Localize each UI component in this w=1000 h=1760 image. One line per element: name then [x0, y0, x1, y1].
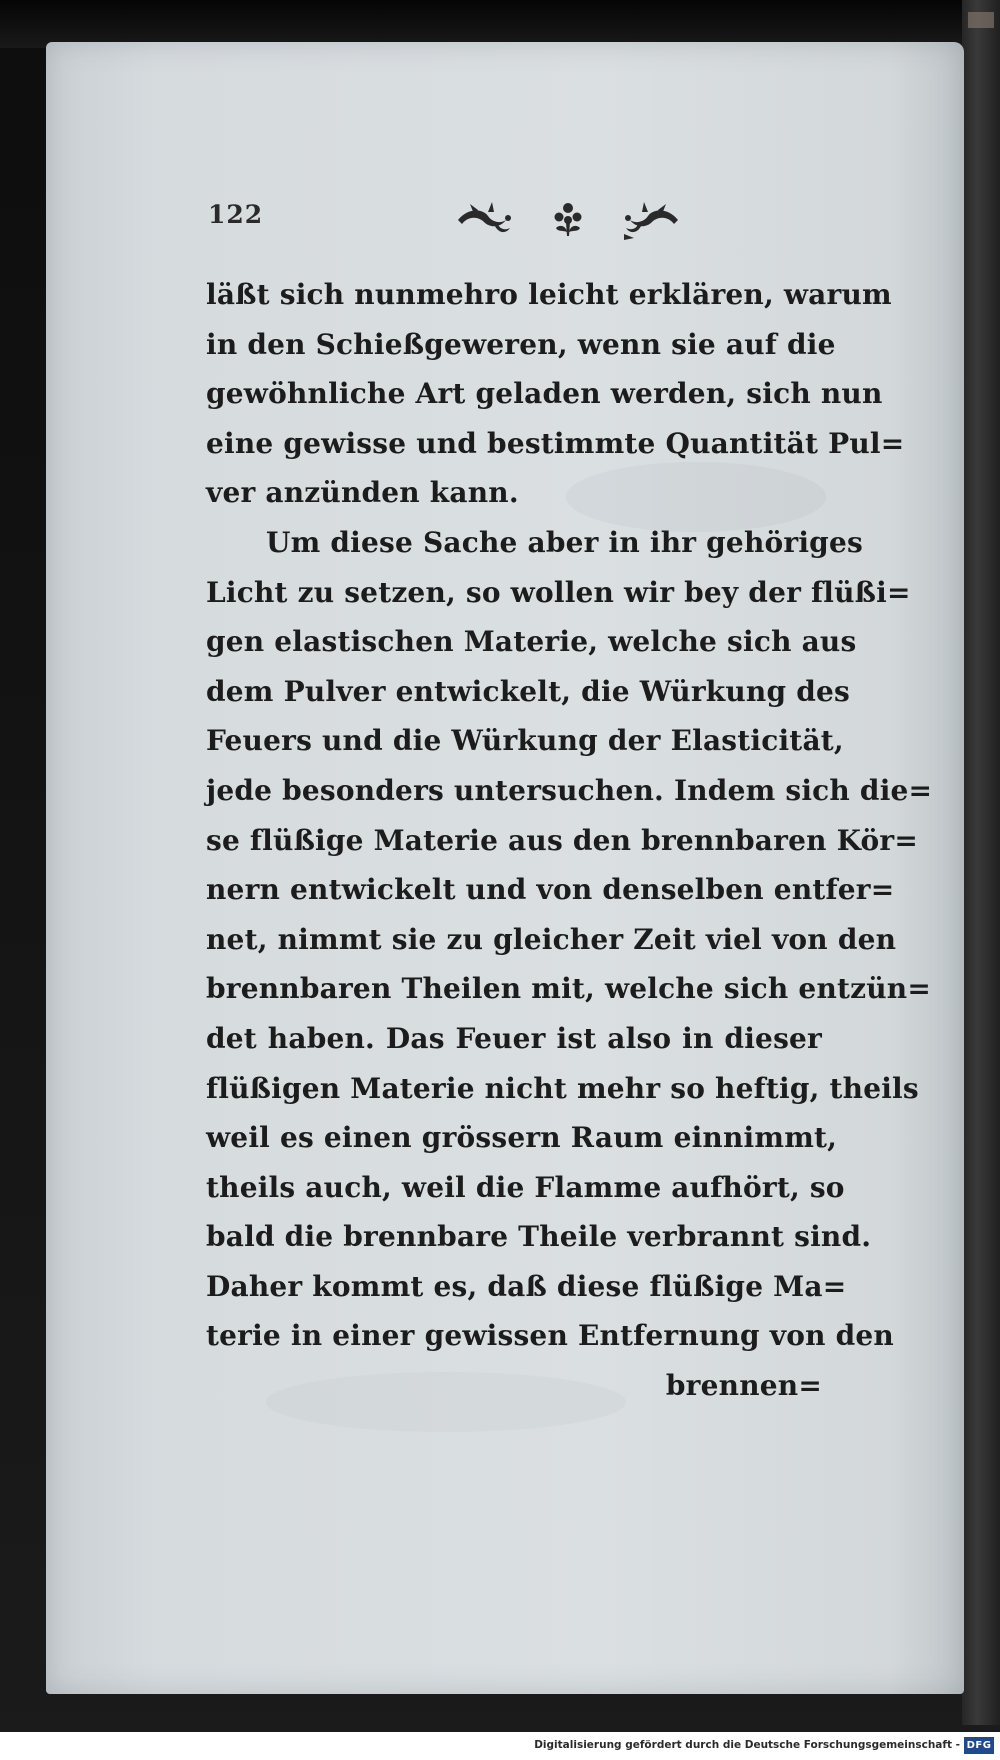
text-line: läßt sich nunmehro leicht erklären, warum	[206, 278, 892, 311]
book-edge-right	[962, 0, 1000, 1725]
text-line: net, nimmt sie zu gleicher Zeit viel von den	[206, 922, 897, 956]
text-line: flüßigen Materie nicht mehr so heftig, theils	[206, 1071, 919, 1105]
text-line: eine gewisse und bestimmte Quantität Pul=	[206, 426, 905, 460]
dfg-logo[interactable]: DFG	[964, 1737, 994, 1754]
text-line: ver anzünden kann.	[206, 476, 519, 510]
text-line: theils auch, weil die Flamme aufhört, so	[206, 1170, 845, 1204]
text-line: Feuers und die Würkung der Elasticität,	[206, 724, 844, 758]
funding-credit: Digitalisierung gefördert durch die Deutsche Forschungsgemeinschaft -	[534, 1739, 960, 1751]
text-line: det haben. Das Feuer ist also in dieser	[206, 1021, 822, 1055]
footer-bar	[0, 1732, 1000, 1760]
text-line: nern entwickelt und von denselben entfer=	[206, 873, 895, 907]
text-line: bald die brennbare Theile verbrannt sind.	[206, 1220, 872, 1254]
page-number: 122	[208, 200, 264, 229]
text-line: in den Schießgeweren, wenn sie auf die	[206, 327, 836, 361]
text-line: gewöhnliche Art geladen werden, sich nun	[206, 377, 883, 411]
floral-ornament-icon	[448, 198, 688, 244]
text-line: dem Pulver entwickelt, die Würkung des	[206, 674, 850, 708]
text-line: jede besonders untersuchen. Indem sich die=	[206, 773, 933, 807]
paragraph-first-line: Um diese Sache aber in ihr gehöriges	[266, 525, 863, 559]
text-line: gen elastischen Materie, welche sich aus	[206, 625, 857, 659]
text-line: se flüßige Materie aus den brennbaren Kör=	[206, 823, 919, 857]
book-edge-top	[0, 0, 1000, 48]
text-line: Licht zu setzen, so wollen wir bey der flüßi=	[206, 575, 911, 609]
catchword: brennen=	[665, 1369, 822, 1403]
text-line: brennbaren Theilen mit, welche sich entzün=	[206, 972, 932, 1006]
text-line: weil es einen grössern Raum einnimmt,	[206, 1121, 838, 1155]
page-text-block	[206, 270, 933, 1411]
text-line: terie in einer gewissen Entfernung von den	[206, 1319, 894, 1353]
text-line: Daher kommt es, daß diese flüßige Ma=	[206, 1269, 847, 1303]
